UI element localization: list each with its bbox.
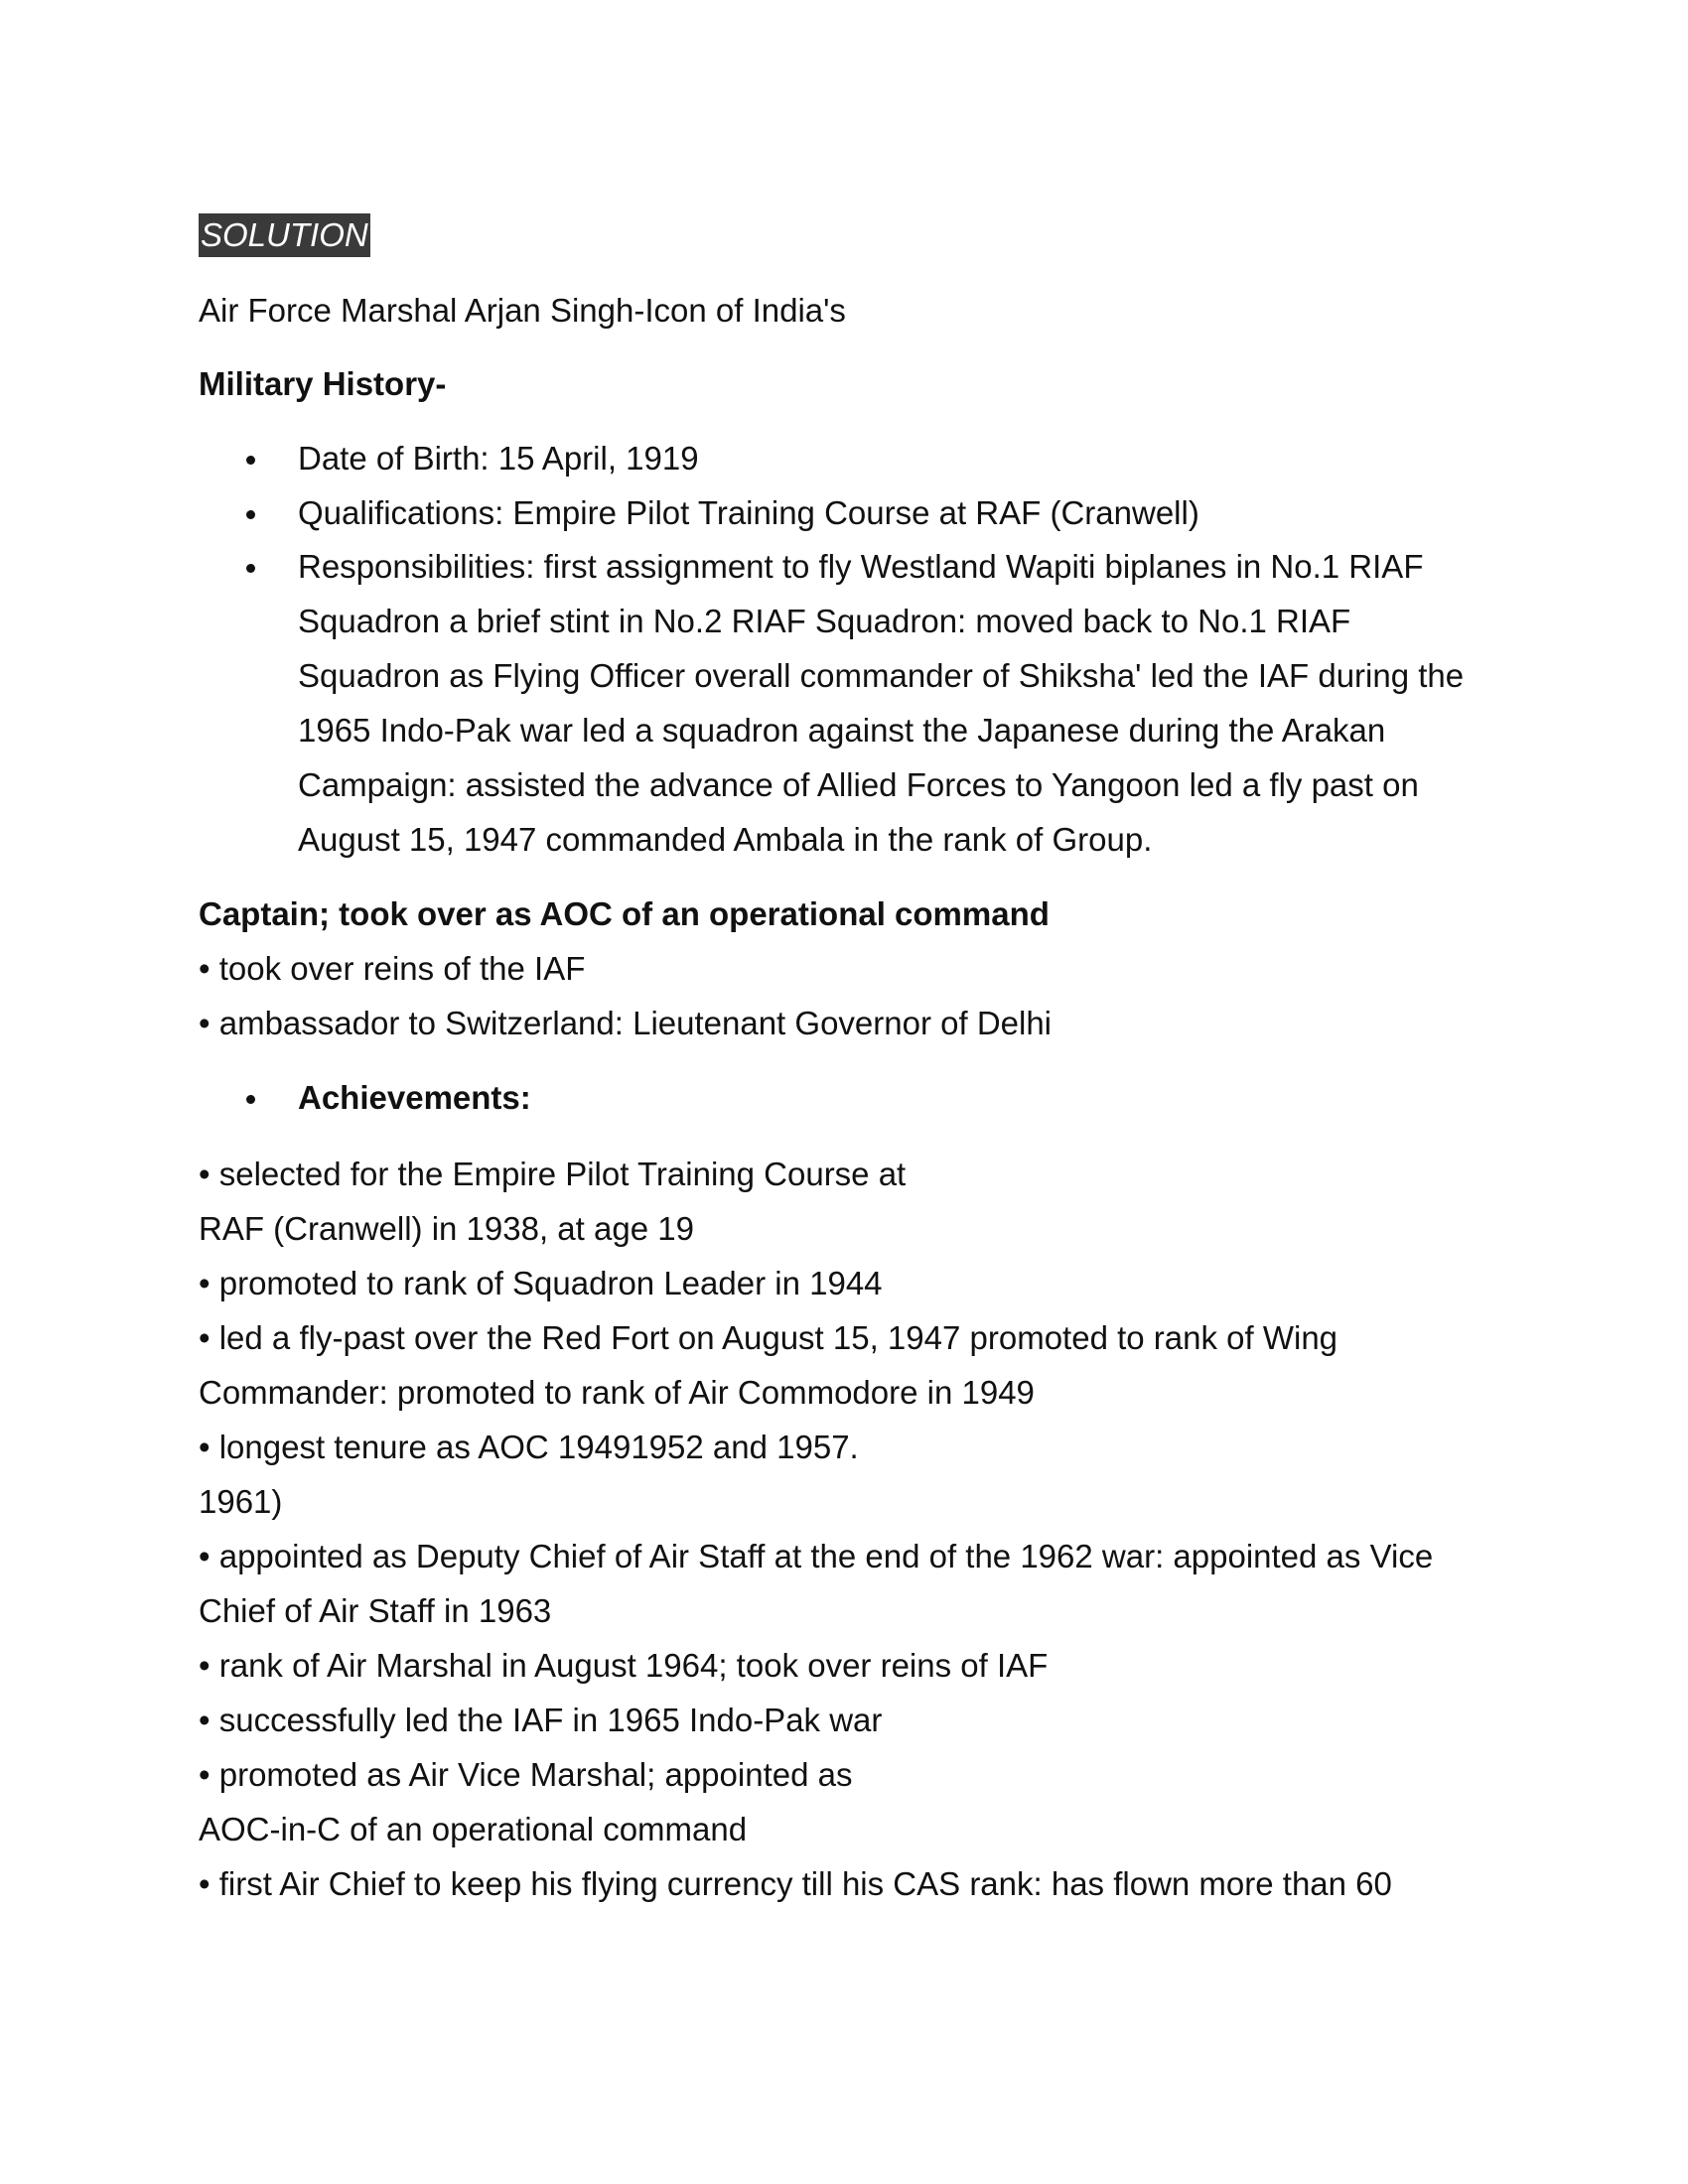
achievement-line: • promoted as Air Vice Marshal; appointed as <box>199 1756 853 1793</box>
bullet-dot-icon <box>246 456 255 465</box>
history-bullet-text: Responsibilities: first assignment to fly Westland Wapiti biplanes in No.1 RIAF <box>298 548 1424 585</box>
history-bullet-text: Date of Birth: 15 April, 1919 <box>298 440 699 477</box>
captain-line: • ambassador to Switzerland: Lieutenant Governor of Delhi <box>199 1005 1053 1041</box>
military-history-heading: Military History- <box>199 365 447 402</box>
achievement-line: • first Air Chief to keep his flying currency till his CAS rank: has flown more than 60 <box>199 1865 1392 1902</box>
responsibilities-line: Squadron as Flying Officer overall commander of Shiksha' led the IAF during the <box>298 657 1465 694</box>
achievement-line: • selected for the Empire Pilot Training Course at <box>199 1156 907 1192</box>
achievement-line: • promoted to rank of Squadron Leader in 1944 <box>199 1265 883 1301</box>
achievement-line: • successfully led the IAF in 1965 Indo-Pak war <box>199 1702 883 1738</box>
history-bullet-text: Qualifications: Empire Pilot Training Course at RAF (Cranwell) <box>298 494 1199 531</box>
bullet-dot-icon <box>246 510 255 519</box>
bullet-dot-icon <box>246 1095 255 1104</box>
achievement-line: 1961) <box>199 1483 283 1520</box>
responsibilities-line: Squadron a brief stint in No.2 RIAF Squadron: moved back to No.1 RIAF <box>298 603 1351 639</box>
responsibilities-line: August 15, 1947 commanded Ambala in the rank of Group. <box>298 821 1153 858</box>
achievement-line: Chief of Air Staff in 1963 <box>199 1592 552 1629</box>
responsibilities-line: 1965 Indo-Pak war led a squadron against the Japanese during the Arakan <box>298 712 1386 749</box>
responsibilities-line: Campaign: assisted the advance of Allied Forces to Yangoon led a fly past on <box>298 766 1419 803</box>
achievement-line: Commander: promoted to rank of Air Commodore in 1949 <box>199 1374 1035 1411</box>
achievement-line: AOC-in-C of an operational command <box>199 1811 748 1847</box>
achievement-line: • longest tenure as AOC 19491952 and 1957. <box>199 1429 859 1465</box>
achievement-line: • rank of Air Marshal in August 1964; took over reins of IAF <box>199 1647 1049 1684</box>
captain-line: • took over reins of the IAF <box>199 950 586 987</box>
captain-heading: Captain; took over as AOC of an operational command <box>199 895 1050 932</box>
achievement-line: • appointed as Deputy Chief of Air Staff at the end of the 1962 war: appointed as Vice <box>199 1538 1434 1574</box>
achievements-heading: Achievements: <box>298 1079 531 1116</box>
achievement-line: • led a fly-past over the Red Fort on August 15, 1947 promoted to rank of Wing <box>199 1319 1338 1356</box>
achievement-line: RAF (Cranwell) in 1938, at age 19 <box>199 1210 694 1247</box>
solution-label: SOLUTION <box>199 213 370 257</box>
title-line: Air Force Marshal Arjan Singh-Icon of India's <box>199 292 846 329</box>
bullet-dot-icon <box>246 564 255 573</box>
